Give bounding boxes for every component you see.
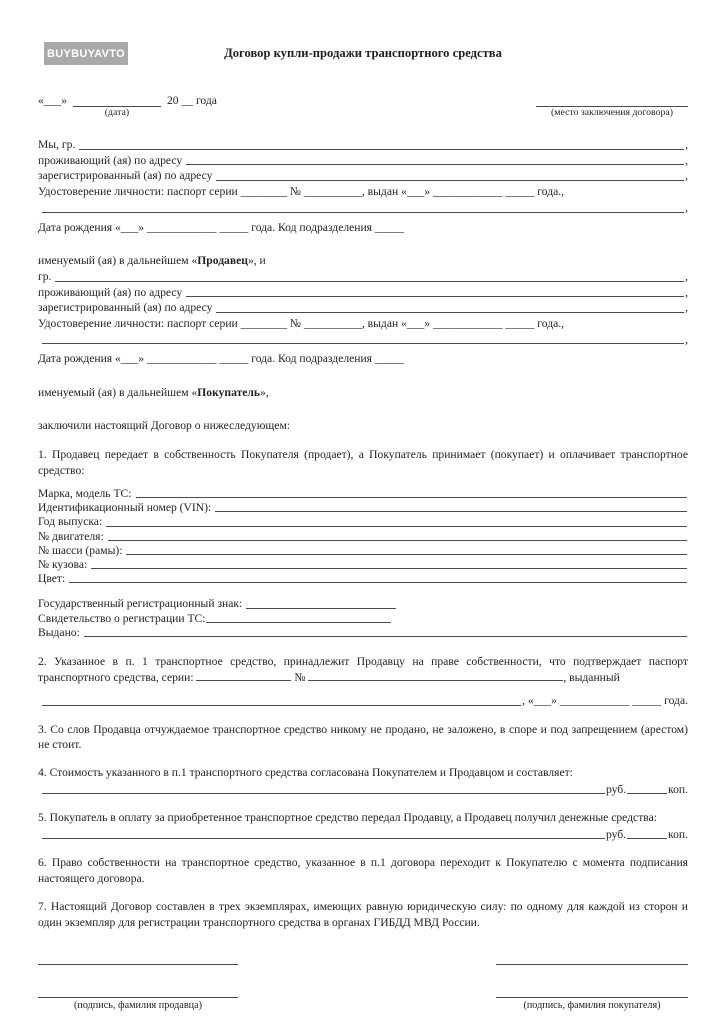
date-caption: (дата) [104,107,130,118]
number-sign: № [294,670,306,684]
seller-address-label: проживающий (ая) по адресу [38,153,183,167]
pts-issuer-blank [42,704,521,706]
buyer-named-prefix: именуемый (ая) в дальнейшем « [38,386,198,400]
vehicle-make-blank [136,496,687,498]
day-blank-text: «___» [38,94,67,107]
year-blank-text: 20 __ года [166,94,217,107]
plate-blank [246,599,396,609]
vehicle-engine-blank [108,539,687,541]
rub-label: руб. [605,827,627,841]
seller-named-prefix: именуемый (ая) в дальнейшем « [38,254,198,268]
cert-label: Свидетельство о регистрации ТС: [38,611,206,625]
vehicle-fields [38,487,688,586]
spacer [496,965,688,997]
seller-address-line [38,153,688,169]
buyer-address-line [38,285,688,301]
buyer-birth-line: Дата рождения «___» ____________ _____ года. Код подразделения _____ [38,352,404,366]
clause-2-text2: , выданный [563,670,620,684]
vehicle-chassis-label: № шасси (рамы): [38,543,123,557]
clause-5: 5. Покупатель в оплату за приобретенное транспортное средство передал Продавцу, а Продавец получил денежные средства: [38,811,657,825]
buyer-registered-blank [216,311,684,313]
seller-passport-line [38,184,688,200]
trailing-comma: , [685,153,688,167]
kopeck-blank [627,784,667,794]
clause-5-amount-line [38,827,688,843]
issued-blank [84,635,687,637]
trailing-comma: , [685,138,688,151]
date-blank [73,94,161,119]
buyer-registered-label: зарегистрированный (ая) по адресу [38,301,213,315]
clause-2-continuation-line [38,693,688,709]
buyer-name-blank [55,280,684,282]
seller-signature-caption: (подпись, фамилия продавца) [73,999,202,1011]
buybuyavto-logo: BUYBUYAVTO [44,42,128,65]
vehicle-body-line [38,558,688,572]
vehicle-vin-label: Идентификационный номер (VIN): [38,501,212,515]
buyer-passport-line [38,316,688,332]
buyer-registered-line [38,300,688,316]
vehicle-year-label: Год выпуска: [38,515,103,529]
clause-4-amount-line [38,782,688,798]
date-place-row [38,94,688,119]
vehicle-engine-label: № двигателя: [38,529,104,543]
trailing-comma: , [685,332,688,346]
issued-line [38,626,688,640]
seller-signature-column [38,964,238,1011]
vehicle-year-line [38,515,688,529]
clause-6: 6. Право собственности на транспортное средство, указанное в п.1 договора переходит к Покупателю с момента подписания настоящего договора. [38,856,688,885]
buyer-signature-line-2 [496,997,688,998]
vehicle-color-line [38,572,688,586]
spacer [38,965,238,997]
kop-label: коп. [668,827,688,841]
seller-passport-issuer-blank [42,211,684,213]
paid-amount-blank [42,837,605,839]
clause-1: 1. Продавец передает в собственность Покупателя (продает), а Покупатель принимает (покупает) и оплачивает транспортное средство: [38,448,688,477]
document-title: Договор купли-продажи транспортного средства [224,46,502,60]
vehicle-color-label: Цвет: [38,572,66,586]
clause-2-text: 2. Указанное в п. 1 транспортное средство, принадлежит Продавцу на праве собственности, что подтверждает паспорт транспортного средства, серии: [38,655,688,684]
vehicle-year-blank [106,525,687,527]
vehicle-chassis-line [38,544,688,558]
vehicle-make-line [38,487,688,501]
buyer-named-suffix: », [260,386,269,400]
seller-passport-label: Удостоверение личности: паспорт серии ________ № __________, выдан «___» ____________ _____ года., [38,185,565,199]
buyer-role: Покупатель [197,386,261,400]
rub-label: руб. [605,782,627,796]
seller-passport-continuation-line [38,200,688,216]
vehicle-chassis-blank [126,553,687,555]
cert-blank [206,613,391,623]
plate-label: Государственный регистрационный знак: [38,597,243,611]
buyer-address-blank [186,295,684,297]
vehicle-body-blank [91,567,687,569]
place-field [536,94,688,119]
seller-named-line [38,253,688,269]
place-caption: (место заключения договора) [551,107,673,118]
preamble-line: заключили настоящий Договор о нижеследующем: [38,418,291,432]
seller-named-suffix: », и [247,254,266,268]
buyer-name-label: гр. [38,269,52,283]
vehicle-body-label: № кузова: [38,558,88,572]
clause-7: 7. Настоящий Договор составлен в трех экземплярах, имеющих равную юридическую силу: по одному для каждой из сторон и один экземпляр для регистрации транспортного средства в органах ГИБДД МВД России. [38,900,688,929]
vehicle-engine-line [38,530,688,544]
seller-registered-label: зарегистрированный (ая) по адресу [38,169,213,183]
cert-line [38,612,688,626]
buyer-passport-continuation-line [38,332,688,348]
clause-2-tail: , «___» ____________ _____ года. [522,693,688,707]
clause-4: 4. Стоимость указанного в п.1 транспортного средства согласована Покупателем и Продавцом и составляет: [38,766,573,780]
clause-3: 3. Со слов Продавца отчуждаемое транспортное средство никому не продано, не заложено, в споре и под запрещением (арестом) не стоит. [38,722,688,751]
seller-section [38,137,688,269]
buyer-signature-column [496,964,688,1011]
seller-birth-line: Дата рождения «___» ____________ _____ года. Код подразделения _____ [38,220,404,234]
buyer-section [38,269,688,401]
clause-2 [38,654,688,685]
buyer-address-label: проживающий (ая) по адресу [38,285,183,299]
seller-signature-line-2 [38,997,238,998]
trailing-comma: , [685,200,688,214]
plate-line [38,597,688,611]
kop-label: коп. [668,782,688,796]
buyer-passport-label: Удостоверение личности: паспорт серии ________ № __________, выдан «___» ____________ _____ года., [38,317,565,331]
document-header [38,34,688,82]
trailing-comma: , [685,285,688,299]
buyer-name-line [38,269,688,285]
price-amount-blank [42,792,605,794]
seller-registered-blank [216,179,684,181]
buyer-named-line [38,385,688,401]
date-blank-line [73,94,161,107]
vehicle-color-blank [69,581,687,583]
seller-address-blank [186,163,684,165]
trailing-comma: , [685,169,688,183]
seller-registered-line [38,168,688,184]
pts-number-blank [308,671,563,681]
place-blank-line [536,94,688,107]
buyer-passport-issuer-blank [42,342,684,344]
buyer-signature-caption: (подпись, фамилия покупателя) [523,999,661,1011]
date-field [38,94,217,119]
pts-series-blank [196,671,291,681]
registration-fields [38,597,688,640]
issued-label: Выдано: [38,625,80,639]
seller-name-blank [79,148,684,150]
vehicle-vin-line [38,501,688,515]
trailing-comma: , [685,269,688,283]
seller-role: Продавец [197,254,248,268]
kopeck-blank [627,829,667,839]
signature-section [38,964,688,1011]
vehicle-vin-blank [215,510,687,512]
trailing-comma: , [685,301,688,315]
vehicle-make-label: Марка, модель ТС: [38,487,132,501]
seller-name-label: Мы, гр. [38,138,76,151]
seller-name-line [38,137,688,153]
